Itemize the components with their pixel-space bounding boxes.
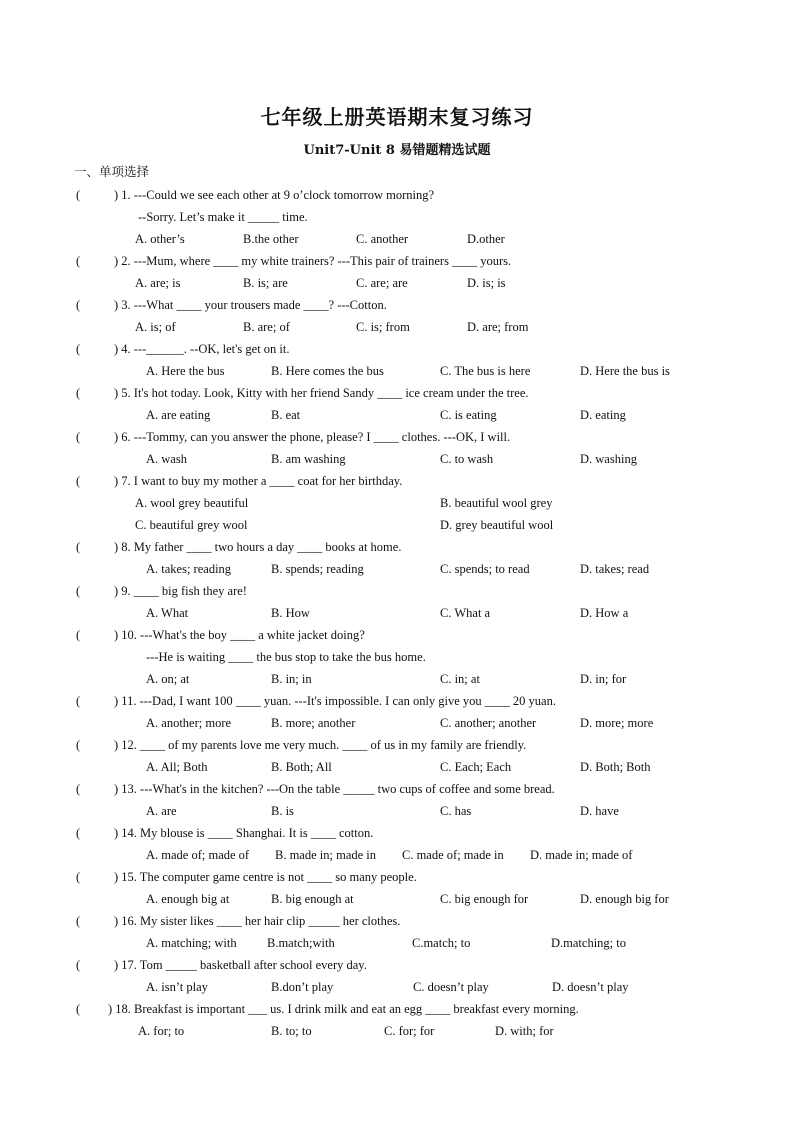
option-a: A. other’s (135, 232, 185, 246)
option-a: A. Here the bus (146, 364, 225, 378)
question-stem: ) 11. ---Dad, I want 100 ____ yuan. ---It's impossible. I can only give you ____ 20 yuan. (114, 694, 556, 708)
option-c: C. another; another (440, 716, 537, 730)
option-a: A. are eating (146, 408, 211, 422)
option-d: D.other (467, 232, 505, 246)
question-1 (0, 184, 794, 206)
option-a: A. matching; with (146, 936, 237, 950)
option-a: A. isn’t play (146, 980, 208, 994)
option-c: C. Each; Each (440, 760, 512, 774)
answer-blank: ( (76, 298, 81, 312)
option-c: C. doesn’t play (413, 980, 489, 994)
question-17-options (0, 976, 794, 998)
question-13-options (0, 800, 794, 822)
option-d: D. have (580, 804, 619, 818)
question-stem: ) 9. ____ big fish they are! (114, 584, 247, 598)
answer-blank: ( (76, 914, 81, 928)
question-7 (0, 470, 794, 492)
question-18-options (0, 1020, 794, 1042)
answer-blank: ( (76, 540, 81, 554)
question-stem: ) 8. My father ____ two hours a day ____ books at home. (114, 540, 402, 554)
question-3 (0, 294, 794, 316)
question-16-options (0, 932, 794, 954)
question-8-options (0, 558, 794, 580)
page-title: 七年级上册英语期末复习练习 (260, 105, 534, 129)
option-d: D. more; more (580, 716, 654, 730)
option-b: B. are; of (243, 320, 290, 334)
question-stem: ) 10. ---What's the boy ____ a white jacket doing? (114, 628, 365, 642)
option-d: D. takes; read (580, 562, 650, 576)
question-5 (0, 382, 794, 404)
option-a: A. What (146, 606, 189, 620)
question-9-options (0, 602, 794, 624)
option-b: B. Both; All (271, 760, 332, 774)
option-d: D. enough big for (580, 892, 669, 906)
question-14-options (0, 844, 794, 866)
option-d: D. washing (580, 452, 637, 466)
question-14 (0, 822, 794, 844)
answer-blank: ( (76, 584, 81, 598)
option-c: C. big enough for (440, 892, 529, 906)
question-7-options-row-2 (0, 514, 794, 536)
question-stem: ) 4. ---______. --OK, let's get on it. (114, 342, 290, 356)
option-a: A. wool grey beautiful (135, 496, 249, 510)
answer-blank: ( (76, 474, 81, 488)
option-b: B. am washing (271, 452, 346, 466)
question-6 (0, 426, 794, 448)
question-15 (0, 866, 794, 888)
section-heading: 一、单项选择 (74, 164, 150, 179)
option-a: A. enough big at (146, 892, 230, 906)
option-b: B. is; are (243, 276, 288, 290)
answer-blank: ( (76, 782, 81, 796)
option-b: B.don’t play (271, 980, 334, 994)
option-d: D. doesn’t play (552, 980, 629, 994)
question-stem: ) 2. ---Mum, where ____ my white trainers? ---This pair of trainers ____ yours. (114, 254, 512, 268)
question-stem: ) 12. ____ of my parents love me very much. ____ of us in my family are friendly. (114, 738, 527, 752)
question-5-options (0, 404, 794, 426)
option-b: B. eat (271, 408, 301, 422)
option-b: B. is (271, 804, 294, 818)
question-stem: ) 18. Breakfast is important ___ us. I drink milk and eat an egg ____ breakfast every morning. (108, 1002, 579, 1016)
option-b: B.the other (243, 232, 299, 246)
option-c: C. for; for (384, 1024, 435, 1038)
question-stem: ) 13. ---What's in the kitchen? ---On the table _____ two cups of coffee and some bread. (114, 782, 555, 796)
option-c: C. spends; to read (440, 562, 530, 576)
question-1-options (0, 228, 794, 250)
answer-blank: ( (76, 694, 81, 708)
option-d: D. with; for (495, 1024, 554, 1038)
question-8 (0, 536, 794, 558)
option-a: A. are (146, 804, 177, 818)
option-d: D. Here the bus is (580, 364, 670, 378)
question-stem: ) 5. It's hot today. Look, Kitty with her friend Sandy ____ ice cream under the tree. (114, 386, 529, 400)
question-12 (0, 734, 794, 756)
question-10-options (0, 668, 794, 690)
option-b: B. How (271, 606, 310, 620)
question-7-options-row-1 (0, 492, 794, 514)
option-d: D. in; for (580, 672, 627, 686)
answer-blank: ( (76, 628, 81, 642)
option-d: D.matching; to (551, 936, 626, 950)
answer-blank: ( (76, 826, 81, 840)
option-c: C. in; at (440, 672, 480, 686)
question-stem: ) 14. My blouse is ____ Shanghai. It is ____ cotton. (114, 826, 374, 840)
option-d: D. are; from (467, 320, 529, 334)
question-10 (0, 624, 794, 646)
option-c: C. another (356, 232, 409, 246)
question-15-options (0, 888, 794, 910)
option-c: C. made of; made in (402, 848, 504, 862)
answer-blank: ( (76, 254, 81, 268)
option-d: D. grey beautiful wool (440, 518, 554, 532)
option-d: D. How a (580, 606, 629, 620)
question-11 (0, 690, 794, 712)
option-a: A. another; more (146, 716, 232, 730)
question-4-options (0, 360, 794, 382)
question-18 (0, 998, 794, 1020)
option-c: C. has (440, 804, 472, 818)
option-b: B. more; another (271, 716, 356, 730)
option-a: A. on; at (146, 672, 190, 686)
question-stem: ) 1. ---Could we see each other at 9 o’clock tomorrow morning? (114, 188, 435, 202)
option-a: A. All; Both (146, 760, 208, 774)
option-b: B. made in; made in (275, 848, 377, 862)
answer-blank: ( (76, 958, 81, 972)
option-a: A. for; to (138, 1024, 185, 1038)
option-b: B. big enough at (271, 892, 354, 906)
option-b: B. to; to (271, 1024, 312, 1038)
question-11-options (0, 712, 794, 734)
answer-blank: ( (76, 188, 81, 202)
option-c: C. are; are (356, 276, 408, 290)
question-stem: ) 15. The computer game centre is not ____ so many people. (114, 870, 417, 884)
option-c: C. The bus is here (440, 364, 531, 378)
answer-blank: ( (76, 870, 81, 884)
question-2-options (0, 272, 794, 294)
option-a: A. are; is (135, 276, 181, 290)
option-d: D. eating (580, 408, 626, 422)
question-stem: ) 7. I want to buy my mother a ____ coat for her birthday. (114, 474, 403, 488)
question-3-options (0, 316, 794, 338)
option-b: B. spends; reading (271, 562, 364, 576)
dialogue-line: ---He is waiting ____ the bus stop to take the bus home. (146, 650, 426, 664)
question-list (0, 184, 794, 1042)
answer-blank: ( (76, 1002, 81, 1016)
dialogue-line: --Sorry. Let’s make it _____ time. (138, 210, 308, 224)
option-d: D. is; is (467, 276, 506, 290)
option-b: B.match;with (267, 936, 335, 950)
option-a: A. takes; reading (146, 562, 232, 576)
answer-blank: ( (76, 342, 81, 356)
question-13 (0, 778, 794, 800)
option-c: C.match; to (412, 936, 471, 950)
answer-blank: ( (76, 738, 81, 752)
answer-blank: ( (76, 430, 81, 444)
question-2 (0, 250, 794, 272)
option-c: C. is; from (356, 320, 410, 334)
question-9 (0, 580, 794, 602)
option-b: B. in; in (271, 672, 312, 686)
question-12-options (0, 756, 794, 778)
question-stem: ) 6. ---Tommy, can you answer the phone, please? I ____ clothes. ---OK, I will. (114, 430, 511, 444)
page-subtitle: Unit7-Unit 8 易错题精选试题 (303, 143, 491, 158)
question-1-continuation (0, 206, 794, 228)
option-c: C. beautiful grey wool (135, 518, 248, 532)
option-b: B. Here comes the bus (271, 364, 384, 378)
option-a: A. wash (146, 452, 187, 466)
option-d: D. Both; Both (580, 760, 651, 774)
question-4 (0, 338, 794, 360)
question-16 (0, 910, 794, 932)
option-c: C. to wash (440, 452, 494, 466)
question-stem: ) 3. ---What ____ your trousers made ____? ---Cotton. (114, 298, 387, 312)
option-d: D. made in; made of (530, 848, 633, 862)
option-a: A. is; of (135, 320, 176, 334)
question-stem: ) 16. My sister likes ____ her hair clip _____ her clothes. (114, 914, 401, 928)
answer-blank: ( (76, 386, 81, 400)
question-10-continuation (0, 646, 794, 668)
option-b: B. beautiful wool grey (440, 496, 553, 510)
option-c: C. is eating (440, 408, 497, 422)
option-a: A. made of; made of (146, 848, 250, 862)
question-stem: ) 17. Tom _____ basketball after school every day. (114, 958, 367, 972)
question-6-options (0, 448, 794, 470)
question-17 (0, 954, 794, 976)
option-c: C. What a (440, 606, 491, 620)
